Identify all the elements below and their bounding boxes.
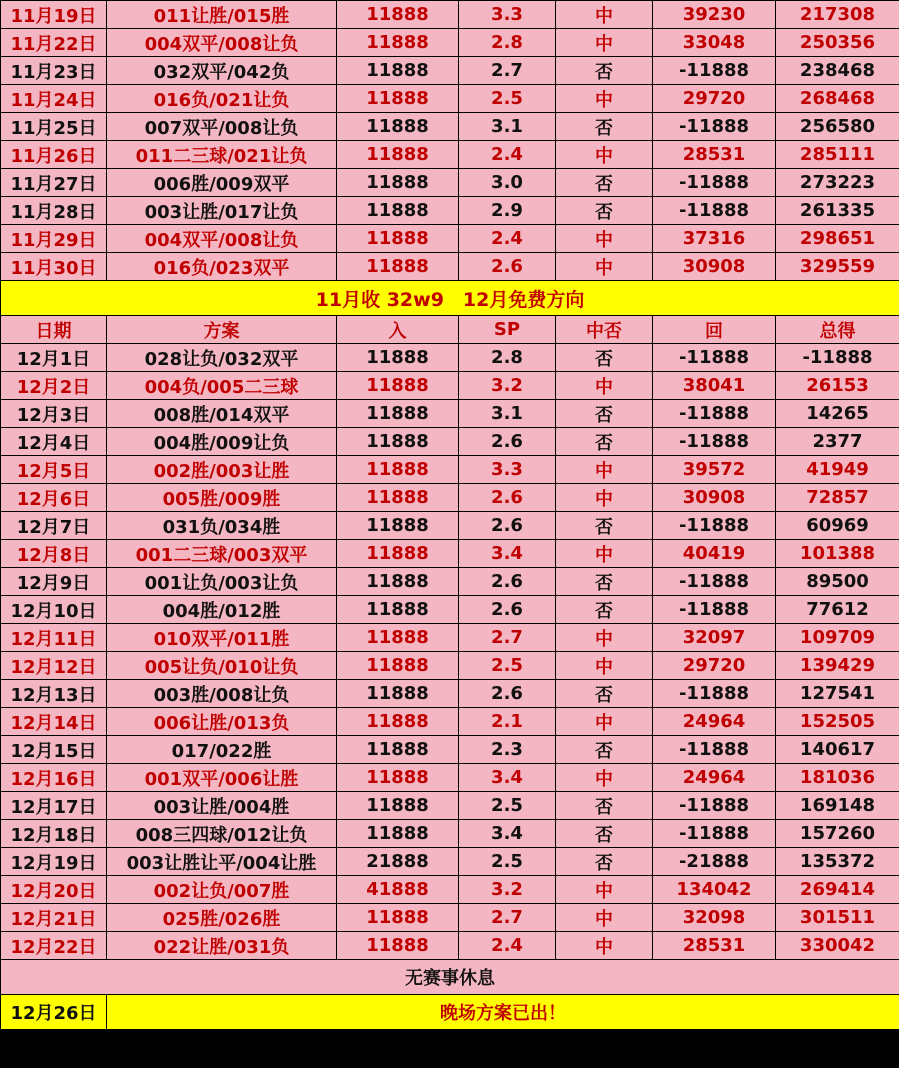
cell-sp: 2.5 <box>459 792 556 820</box>
cell-plan: 003胜/008让负 <box>107 680 337 708</box>
cell-date: 11月27日 <box>1 169 107 197</box>
cell-sp: 2.9 <box>459 197 556 225</box>
cell-stake: 11888 <box>337 1 459 29</box>
cell-stake: 11888 <box>337 512 459 540</box>
cell-stake: 11888 <box>337 904 459 932</box>
cell-date: 12月9日 <box>1 568 107 596</box>
cell-result: 否 <box>556 736 653 764</box>
cell-result: 中 <box>556 904 653 932</box>
cell-return: 29720 <box>653 652 776 680</box>
cell-result: 中 <box>556 876 653 904</box>
cell-result: 中 <box>556 253 653 281</box>
cell-date: 12月8日 <box>1 540 107 568</box>
cell-total: 109709 <box>776 624 899 652</box>
cell-result: 否 <box>556 57 653 85</box>
table-row <box>1 652 899 680</box>
cell-sp: 2.6 <box>459 596 556 624</box>
cell-stake: 11888 <box>337 57 459 85</box>
table-row <box>1 568 899 596</box>
cell-result: 中 <box>556 484 653 512</box>
cell-date: 11月24日 <box>1 85 107 113</box>
table-row <box>1 680 899 708</box>
table-row <box>1 1 899 29</box>
table-row <box>1 848 899 876</box>
table-row <box>1 820 899 848</box>
cell-date: 12月18日 <box>1 820 107 848</box>
table-row <box>1 512 899 540</box>
cell-total: 217308 <box>776 1 899 29</box>
footer-date: 12月26日 <box>1 995 107 1030</box>
cell-return: -11888 <box>653 820 776 848</box>
table-row <box>1 197 899 225</box>
cell-result: 否 <box>556 169 653 197</box>
cell-plan: 010双平/011胜 <box>107 624 337 652</box>
cell-return: 30908 <box>653 484 776 512</box>
cell-date: 12月17日 <box>1 792 107 820</box>
cell-sp: 2.6 <box>459 680 556 708</box>
cell-return: 28531 <box>653 932 776 960</box>
cell-date: 12月2日 <box>1 372 107 400</box>
column-header-row <box>1 316 899 344</box>
cell-stake: 11888 <box>337 484 459 512</box>
cell-plan: 004双平/008让负 <box>107 225 337 253</box>
cell-sp: 3.1 <box>459 113 556 141</box>
cell-date: 12月3日 <box>1 400 107 428</box>
cell-stake: 21888 <box>337 848 459 876</box>
cell-sp: 2.7 <box>459 57 556 85</box>
cell-plan: 006胜/009双平 <box>107 169 337 197</box>
cell-sp: 3.0 <box>459 169 556 197</box>
cell-total: 14265 <box>776 400 899 428</box>
cell-total: -11888 <box>776 344 899 372</box>
cell-result: 中 <box>556 540 653 568</box>
cell-stake: 41888 <box>337 876 459 904</box>
cell-result: 否 <box>556 820 653 848</box>
cell-date: 11月30日 <box>1 253 107 281</box>
cell-return: 134042 <box>653 876 776 904</box>
table-row <box>1 540 899 568</box>
cell-stake: 11888 <box>337 253 459 281</box>
cell-plan: 017/022胜 <box>107 736 337 764</box>
cell-stake: 11888 <box>337 820 459 848</box>
cell-result: 中 <box>556 624 653 652</box>
cell-stake: 11888 <box>337 932 459 960</box>
footer-note: 晚场方案已出！ <box>107 995 899 1030</box>
cell-stake: 11888 <box>337 596 459 624</box>
table-row <box>1 428 899 456</box>
cell-total: 169148 <box>776 792 899 820</box>
table-row <box>1 876 899 904</box>
cell-return: -11888 <box>653 596 776 624</box>
cell-return: -11888 <box>653 197 776 225</box>
table-row <box>1 372 899 400</box>
cell-plan: 004双平/008让负 <box>107 29 337 57</box>
cell-return: -11888 <box>653 568 776 596</box>
cell-plan: 028让负/032双平 <box>107 344 337 372</box>
header-date: 日期 <box>1 316 107 344</box>
cell-sp: 2.4 <box>459 225 556 253</box>
december-rows <box>1 344 899 960</box>
cell-plan: 004胜/012胜 <box>107 596 337 624</box>
cell-sp: 2.8 <box>459 344 556 372</box>
cell-total: 181036 <box>776 764 899 792</box>
cell-result: 中 <box>556 932 653 960</box>
cell-return: -11888 <box>653 680 776 708</box>
table-row <box>1 904 899 932</box>
cell-date: 12月21日 <box>1 904 107 932</box>
cell-stake: 11888 <box>337 141 459 169</box>
cell-sp: 2.7 <box>459 904 556 932</box>
table-row <box>1 400 899 428</box>
cell-result: 中 <box>556 764 653 792</box>
cell-sp: 2.5 <box>459 85 556 113</box>
cell-stake: 11888 <box>337 85 459 113</box>
cell-stake: 11888 <box>337 568 459 596</box>
table-row <box>1 253 899 281</box>
cell-plan: 007双平/008让负 <box>107 113 337 141</box>
cell-date: 12月16日 <box>1 764 107 792</box>
cell-stake: 11888 <box>337 400 459 428</box>
month-summary-banner: 11月收 32w9 12月免费方向 <box>1 281 899 316</box>
cell-return: 40419 <box>653 540 776 568</box>
cell-return: -11888 <box>653 400 776 428</box>
table-row <box>1 932 899 960</box>
cell-result: 否 <box>556 512 653 540</box>
cell-sp: 3.3 <box>459 1 556 29</box>
cell-sp: 2.6 <box>459 484 556 512</box>
cell-sp: 2.6 <box>459 512 556 540</box>
cell-return: -11888 <box>653 428 776 456</box>
cell-total: 152505 <box>776 708 899 736</box>
cell-plan: 001二三球/003双平 <box>107 540 337 568</box>
cell-sp: 3.1 <box>459 400 556 428</box>
cell-date: 11月19日 <box>1 1 107 29</box>
cell-result: 否 <box>556 568 653 596</box>
table-row <box>1 596 899 624</box>
table-row <box>1 624 899 652</box>
cell-total: 135372 <box>776 848 899 876</box>
cell-date: 11月22日 <box>1 29 107 57</box>
cell-date: 12月22日 <box>1 932 107 960</box>
cell-total: 2377 <box>776 428 899 456</box>
cell-return: 38041 <box>653 372 776 400</box>
cell-stake: 11888 <box>337 624 459 652</box>
table-row <box>1 456 899 484</box>
cell-return: 32098 <box>653 904 776 932</box>
cell-stake: 11888 <box>337 652 459 680</box>
cell-plan: 005胜/009胜 <box>107 484 337 512</box>
cell-stake: 11888 <box>337 764 459 792</box>
cell-plan: 006让胜/013负 <box>107 708 337 736</box>
table-row <box>1 764 899 792</box>
cell-date: 12月12日 <box>1 652 107 680</box>
table-row <box>1 169 899 197</box>
cell-total: 72857 <box>776 484 899 512</box>
cell-return: -11888 <box>653 512 776 540</box>
closing-section <box>1 960 899 1030</box>
cell-total: 330042 <box>776 932 899 960</box>
cell-stake: 11888 <box>337 225 459 253</box>
cell-total: 268468 <box>776 85 899 113</box>
cell-result: 否 <box>556 344 653 372</box>
cell-sp: 2.6 <box>459 253 556 281</box>
cell-result: 中 <box>556 372 653 400</box>
november-rows <box>1 1 899 281</box>
cell-return: 24964 <box>653 764 776 792</box>
cell-total: 250356 <box>776 29 899 57</box>
header-plan: 方案 <box>107 316 337 344</box>
cell-total: 41949 <box>776 456 899 484</box>
cell-return: -11888 <box>653 344 776 372</box>
cell-total: 139429 <box>776 652 899 680</box>
cell-date: 12月15日 <box>1 736 107 764</box>
cell-plan: 031负/034胜 <box>107 512 337 540</box>
cell-total: 285111 <box>776 141 899 169</box>
header-total: 总得 <box>776 316 899 344</box>
cell-stake: 11888 <box>337 372 459 400</box>
cell-stake: 11888 <box>337 428 459 456</box>
cell-total: 89500 <box>776 568 899 596</box>
cell-plan: 032双平/042负 <box>107 57 337 85</box>
cell-result: 中 <box>556 652 653 680</box>
cell-plan: 008胜/014双平 <box>107 400 337 428</box>
cell-result: 否 <box>556 197 653 225</box>
header-stake: 入 <box>337 316 459 344</box>
cell-total: 256580 <box>776 113 899 141</box>
cell-return: 24964 <box>653 708 776 736</box>
cell-total: 273223 <box>776 169 899 197</box>
cell-stake: 11888 <box>337 113 459 141</box>
cell-return: 28531 <box>653 141 776 169</box>
cell-result: 中 <box>556 708 653 736</box>
cell-return: 39230 <box>653 1 776 29</box>
cell-date: 11月29日 <box>1 225 107 253</box>
cell-return: -11888 <box>653 169 776 197</box>
cell-plan: 016负/023双平 <box>107 253 337 281</box>
header-sp: SP <box>459 316 556 344</box>
cell-result: 否 <box>556 400 653 428</box>
cell-plan: 003让胜/004胜 <box>107 792 337 820</box>
table-row <box>1 708 899 736</box>
cell-return: 33048 <box>653 29 776 57</box>
cell-return: -11888 <box>653 113 776 141</box>
cell-sp: 2.1 <box>459 708 556 736</box>
cell-date: 12月4日 <box>1 428 107 456</box>
cell-sp: 2.6 <box>459 568 556 596</box>
cell-total: 101388 <box>776 540 899 568</box>
cell-total: 26153 <box>776 372 899 400</box>
cell-return: -11888 <box>653 792 776 820</box>
cell-plan: 003让胜让平/004让胜 <box>107 848 337 876</box>
table-row <box>1 344 899 372</box>
table-row <box>1 57 899 85</box>
cell-date: 11月23日 <box>1 57 107 85</box>
cell-plan: 001让负/003让负 <box>107 568 337 596</box>
cell-total: 301511 <box>776 904 899 932</box>
cell-return: -21888 <box>653 848 776 876</box>
cell-total: 140617 <box>776 736 899 764</box>
cell-sp: 3.4 <box>459 820 556 848</box>
table-row <box>1 736 899 764</box>
cell-date: 12月5日 <box>1 456 107 484</box>
cell-plan: 004胜/009让负 <box>107 428 337 456</box>
cell-plan: 004负/005二三球 <box>107 372 337 400</box>
cell-sp: 3.3 <box>459 456 556 484</box>
cell-return: 39572 <box>653 456 776 484</box>
cell-stake: 11888 <box>337 792 459 820</box>
cell-date: 12月11日 <box>1 624 107 652</box>
table-row <box>1 85 899 113</box>
cell-stake: 11888 <box>337 29 459 57</box>
cell-sp: 3.2 <box>459 372 556 400</box>
table-row <box>1 225 899 253</box>
cell-plan: 003让胜/017让负 <box>107 197 337 225</box>
cell-sp: 3.4 <box>459 540 556 568</box>
cell-result: 中 <box>556 141 653 169</box>
banner-section <box>1 281 899 316</box>
cell-date: 11月28日 <box>1 197 107 225</box>
cell-date: 12月19日 <box>1 848 107 876</box>
table-row <box>1 29 899 57</box>
cell-date: 11月25日 <box>1 113 107 141</box>
cell-total: 238468 <box>776 57 899 85</box>
cell-result: 否 <box>556 428 653 456</box>
cell-plan: 001双平/006让胜 <box>107 764 337 792</box>
cell-stake: 11888 <box>337 197 459 225</box>
cell-sp: 2.5 <box>459 848 556 876</box>
cell-result: 中 <box>556 456 653 484</box>
header-return: 回 <box>653 316 776 344</box>
cell-total: 269414 <box>776 876 899 904</box>
table-row <box>1 484 899 512</box>
table-row <box>1 141 899 169</box>
cell-sp: 2.6 <box>459 428 556 456</box>
cell-sp: 2.3 <box>459 736 556 764</box>
cell-date: 11月26日 <box>1 141 107 169</box>
cell-plan: 011让胜/015胜 <box>107 1 337 29</box>
cell-stake: 11888 <box>337 540 459 568</box>
cell-result: 否 <box>556 848 653 876</box>
header-result: 中否 <box>556 316 653 344</box>
cell-result: 否 <box>556 596 653 624</box>
cell-stake: 11888 <box>337 736 459 764</box>
cell-total: 298651 <box>776 225 899 253</box>
cell-date: 12月6日 <box>1 484 107 512</box>
cell-stake: 11888 <box>337 708 459 736</box>
cell-return: 32097 <box>653 624 776 652</box>
cell-return: 37316 <box>653 225 776 253</box>
cell-sp: 2.7 <box>459 624 556 652</box>
column-header-section <box>1 316 899 344</box>
cell-plan: 002胜/003让胜 <box>107 456 337 484</box>
cell-date: 12月7日 <box>1 512 107 540</box>
cell-sp: 2.8 <box>459 29 556 57</box>
cell-plan: 016负/021让负 <box>107 85 337 113</box>
cell-result: 中 <box>556 85 653 113</box>
cell-total: 329559 <box>776 253 899 281</box>
cell-result: 中 <box>556 225 653 253</box>
cell-total: 77612 <box>776 596 899 624</box>
cell-sp: 3.4 <box>459 764 556 792</box>
cell-sp: 2.4 <box>459 141 556 169</box>
cell-stake: 11888 <box>337 680 459 708</box>
cell-sp: 2.4 <box>459 932 556 960</box>
cell-total: 127541 <box>776 680 899 708</box>
rest-note: 无赛事休息 <box>1 960 899 995</box>
cell-plan: 022让胜/031负 <box>107 932 337 960</box>
cell-date: 12月13日 <box>1 680 107 708</box>
cell-result: 否 <box>556 113 653 141</box>
cell-sp: 3.2 <box>459 876 556 904</box>
cell-plan: 025胜/026胜 <box>107 904 337 932</box>
cell-total: 60969 <box>776 512 899 540</box>
cell-plan: 002让负/007胜 <box>107 876 337 904</box>
cell-total: 261335 <box>776 197 899 225</box>
cell-stake: 11888 <box>337 344 459 372</box>
cell-plan: 005让负/010让负 <box>107 652 337 680</box>
cell-return: -11888 <box>653 57 776 85</box>
table-row <box>1 792 899 820</box>
cell-result: 中 <box>556 29 653 57</box>
cell-stake: 11888 <box>337 169 459 197</box>
cell-result: 中 <box>556 1 653 29</box>
cell-result: 否 <box>556 792 653 820</box>
cell-date: 12月14日 <box>1 708 107 736</box>
cell-total: 157260 <box>776 820 899 848</box>
cell-return: 29720 <box>653 85 776 113</box>
cell-result: 否 <box>556 680 653 708</box>
cell-stake: 11888 <box>337 456 459 484</box>
cell-date: 12月1日 <box>1 344 107 372</box>
cell-plan: 008三四球/012让负 <box>107 820 337 848</box>
cell-date: 12月20日 <box>1 876 107 904</box>
cell-return: 30908 <box>653 253 776 281</box>
cell-sp: 2.5 <box>459 652 556 680</box>
cell-return: -11888 <box>653 736 776 764</box>
table-row <box>1 113 899 141</box>
cell-plan: 011二三球/021让负 <box>107 141 337 169</box>
cell-date: 12月10日 <box>1 596 107 624</box>
